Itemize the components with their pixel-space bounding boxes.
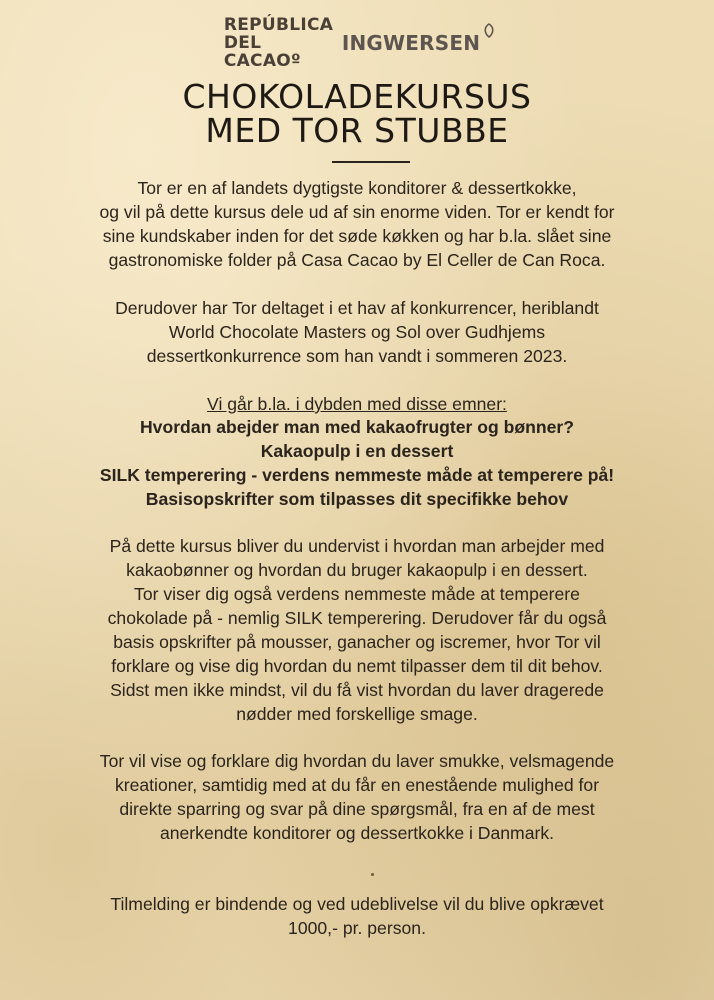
text-line: Derudover har Tor deltaget i et hav af konkurrencer, heriblandt bbox=[115, 298, 599, 318]
text-line: sine kundskaber inden for det søde køkken og har b.la. slået sine bbox=[102, 226, 612, 246]
topic-item: Hvordan abejder man med kakaofrugter og bønner? bbox=[139, 417, 575, 437]
text-line: 1000,- pr. person. bbox=[288, 918, 426, 938]
text-line: kreationer, samtidig med at du får en enestående mulighed for bbox=[114, 775, 600, 795]
ingwersen-logo bbox=[342, 31, 490, 55]
logo-row bbox=[0, 16, 714, 70]
text-line: anerkendte konditorer og dessertkokke i Danmark. bbox=[159, 823, 555, 843]
text-line: basis opskrifter på mousser, ganacher og iscremer, hvor Tor vil bbox=[113, 632, 601, 652]
topics-heading: Vi går b.la. i dybden med disse emner: bbox=[207, 394, 507, 414]
text-line: forklare og vise dig hvordan du nemt tilpasser dem til dit behov. bbox=[111, 656, 603, 676]
republica-del-cacao-logo bbox=[223, 15, 334, 71]
text-line: og vil på dette kursus dele ud af sin enorme viden. Tor er kendt for bbox=[99, 202, 615, 222]
text-line: På dette kursus bliver du undervist i hvordan man arbejder med bbox=[109, 536, 605, 556]
topics-list bbox=[0, 415, 714, 511]
topic-item: Kakaopulp i en dessert bbox=[260, 441, 454, 461]
text-line: Tor vil vise og forklare dig hvordan du laver smukke, velsmagende bbox=[99, 751, 615, 771]
course-paragraph bbox=[0, 534, 714, 726]
text-line: dessertkonkurrence som han vandt i sommeren 2023. bbox=[146, 346, 568, 366]
text-line: Tor viser dig også verdens nemmeste måde at temperere bbox=[134, 584, 580, 604]
text-line: Sidst men ikke mindst, vil du få vist hvordan du laver dragerede bbox=[110, 680, 604, 700]
logo-text-line: DEL CACAOº bbox=[223, 33, 301, 71]
title-divider bbox=[332, 161, 410, 163]
logo-text-line: REPÚBLICA bbox=[223, 15, 334, 35]
topic-item: SILK temperering - verdens nemmeste måde at temperere på! bbox=[99, 465, 615, 485]
text-line: Tor er en af landets dygtigste konditorer & dessertkokke, bbox=[137, 178, 577, 198]
closing-paragraph bbox=[0, 749, 714, 845]
topic-item: Basisopskrifter som tilpasses dit specifikke behov bbox=[145, 489, 569, 509]
page-title bbox=[0, 77, 714, 150]
title-line: CHOKOLADEKURSUS bbox=[182, 77, 532, 116]
competitions-paragraph bbox=[0, 296, 714, 368]
text-line: gastronomiske folder på Casa Cacao by El Celler de Can Roca. bbox=[108, 250, 606, 270]
text-line: direkte sparring og svar på dine spørgsmål, fra en af de mest bbox=[119, 799, 595, 819]
signup-paragraph bbox=[0, 892, 714, 940]
text-line: chokolade på - nemlig SILK temperering. Derudover får du også bbox=[107, 608, 607, 628]
text-line: Tilmelding er bindende og ved udeblivelse vil du blive opkrævet bbox=[110, 894, 604, 914]
text-line: nødder med forskellige smage. bbox=[236, 704, 478, 724]
leaf-icon bbox=[482, 23, 496, 39]
topics-heading-block bbox=[0, 392, 714, 416]
title-line: MED TOR STUBBE bbox=[205, 111, 509, 150]
logo-text: INGWERSEN bbox=[341, 31, 481, 55]
text-line: World Chocolate Masters og Sol over Gudhjems bbox=[168, 322, 546, 342]
intro-paragraph bbox=[0, 176, 714, 272]
decorative-dot bbox=[371, 873, 374, 876]
text-line: kakaobønner og hvordan du bruger kakaopulp i en dessert. bbox=[126, 560, 588, 580]
